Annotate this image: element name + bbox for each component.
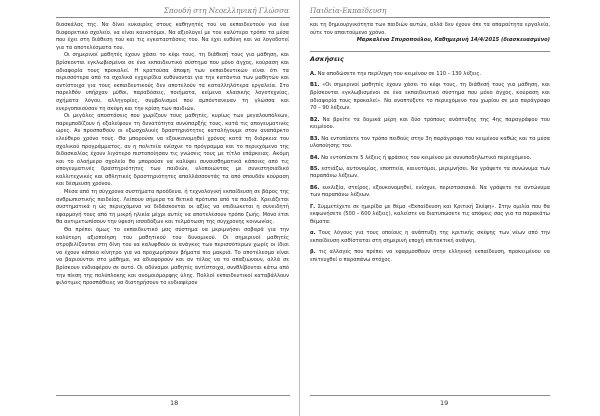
exercise-label: Γ. xyxy=(310,203,316,210)
exercise-label: B6. xyxy=(310,184,320,191)
right-page xyxy=(300,0,600,416)
exercise-label: B1. xyxy=(310,82,320,89)
exercise-label: B4. xyxy=(310,154,320,161)
header-rule xyxy=(310,17,550,18)
exercise-text: τις αλλαγές που πρέπει να εφαρμοσθούν στην ελληνική εκπαίδευση, προκειμένου να επιτευχθεί ο παραπάνω στόχος. xyxy=(310,249,550,264)
left-page-body xyxy=(56,22,289,288)
header-rule xyxy=(56,17,290,18)
exercise-item xyxy=(310,204,550,227)
exercise-text: ευελιξία, στείρος, εξουκονομηθεί, ενίσχυε, περιστασιακά. Να γράψετε τα αντώνυμα των παραπάνω λέξεων. xyxy=(310,184,550,199)
exercise-item xyxy=(310,136,550,151)
exercise-label: β. xyxy=(310,249,316,256)
paragraph: Μέσα από τη σύγχρονα συστήματα προόδευα, ή τεχνολογική εκπαίδευση σε βάρος της ανθρωπιστικής παιδείας. Λείπουν σήμερα τα θετικά πρότυπα από τα παιδιά. Χρειάζεται συστηματικά η ώς περιεχόμενα να διδάσκονται οι αξίες να επιδιώκεται η συνειδητή εφαρμογή τους από τη μικρή ηλικία μέχρι αυτές να αποτελέσουν τρόπο ζωής. Μόνο έτσι θα αντιμετωπίσουν την ύφεση ισσοδόξων και τελμάτωση της σύγχρονης κοινωνίας. xyxy=(56,189,289,226)
section-rule xyxy=(310,51,550,52)
exercise-item xyxy=(310,230,550,245)
left-page-header: Σπουδή στη Νεοελληνική Γλώσσα xyxy=(163,6,289,15)
exercise-text: «Οι σημερινοί μαθητές έχουν χάσει το κέφι τους, τη διάθεσή τους για μάθηση, και βρίσκονται εγκλωβισμένοι σε ένα εκπαιδευτικό σύστημα που μόνο άγχος, κούραση και αδιαφορία τους προκαλεί». Να αναπτύξετε το περιεχόμενο του χωρίου σε μια παράγραφο 70 – 90 λέξεων. xyxy=(310,82,550,112)
exercise-text: Να αποδώσετε την περίληψη του κειμένου σε 110 – 130 λέξεις. xyxy=(316,70,482,77)
exercise-text: Να εντοπίσετε 5 λέξεις ή φράσεις του κειμένου με συνυποδηλωτικό περιεχόμενο. xyxy=(319,154,532,161)
right-page-header: Παιδεία-Εκπαίδευση xyxy=(310,6,387,15)
paragraph: Θα πρέπει όμως το εκπαιδευτικό μας σύστημα να μεριμνήσει σοβαρά για την καλύτερη αξιοποίηση του μαθητικού του δυναμικού. Οι σημερινοί μαθητές στροβιλίζονται στη δίνη του να καλυφθούν οι ανάγκες των περισσότερων χωρίς οι ίδιοι να έχουν κάποιο κίνητρο για να προχωρήσουν βήματα πιο μακριά. Το αποτέλεσμα είναι να βαριούνται στο μάθημα, να αδιαφορούν και αν τέλος να το απαξιώνουν, αλλά σε βρίσκουν ενδιαφέρον σε αυτό. Οι αδύναμοι μαθητές αντίστοιχα, συνθλίβονται κάτω από την πίεση της πολύπλοκης και ανομοιόμορφης ύλης. Πολλοί εκπαιδευτικοί καταβάλλουν φιλότιμες προσπάθειες να διατηρήσουν το ενδιαφέρον xyxy=(56,227,289,287)
paragraph: Οι μεγάλες αποστάσεις που χωρίζουν τους μαθητές, κυρίως των μεγαλουπόλεων, παρεμποδίζουν ή εξαλείφουν τη δυνατότητα συνύπαρξής τους, κατά τις απογευματινές ώρες. Αν προσπαθούν οι εξωσχολικές δραστηριότητες καταλήγουμε στον αναπάρκτο ελεύθερο χρόνο τους. Θα μπορούσε να εξουκονομηθεί χρόνος κατά τη διάρκεια του σχολικού προγράμματος, αν η πολιτεία ενίσχυε το πρόγραμμα και το περιεχόμενο της διδασκαλίας έχουν λιγότερο πιστοποίησαν τις γνώσεις τους με τίτλο επάρκειας. Ακόμη και το ολοήμερο σχολείο θα μπορούσε να καλύψει συναισθηματικά κάποιες από τις απογευματινές δραστηριότητες των παιδιών, υλοποιώντας με συνεστησιαδικό καλλιτεχνικές και αθλητικές δραστηριότητες απαλλάσσοντάς τα από σπουδάν κούραση και δέσμευση χρόνου. xyxy=(56,113,289,188)
exercise-label: α. xyxy=(310,230,316,237)
exercise-item xyxy=(310,71,550,79)
paragraph: και τη δημιουργικότητα των παιδιών αυτών, αλλά δεν έχουν όπε τα απαραίτητα εργαλεία, ούτε τον απαιτούμενο χρόνο. xyxy=(310,22,550,36)
exercise-text: Να βρείτε τα δομικά μέρη και δύο τρόπους ανάπτυξης της 4ης παραγράφου του κειμένου. xyxy=(310,116,550,131)
exercise-label: A. xyxy=(310,70,317,77)
page-number: 19 xyxy=(440,399,449,407)
exercise-text: Να εντοπίσετε τον τρόπο πειθούς στην 3η παράγραφο του κειμένου καθώς και τα μέσα υλοποίησης του. xyxy=(310,135,550,150)
exercise-item xyxy=(310,166,550,181)
exercise-text: Συμμετέχετε σε ημερίδα με θέμα «Εκπαίδευση και Κριτική Σκέψη». Στην ομιλία που θα εκφωνήσετε (500 – 600 λέξεις), καλείστε να διατυπώσετε τις απόψεις σας για τα παρακάτω θέματα: xyxy=(310,203,550,226)
section-title: Ασκήσεις xyxy=(310,54,344,63)
exercise-item xyxy=(310,117,550,132)
exercise-text: εστιάζω, αυτονομίας, εποπτεία, καινοτόμοι, μεριμνήσει. Να γράψετε τα συνώνυμα των παραπάνω λέξεων. xyxy=(310,165,550,180)
paragraph: διασκάλας της. Να δίνει ευκαιρίες στους καθηγητές του να εκπαιδευτούν για ένα διαφορετικό σχολείο, να είναι καινοτόμοι. Να αξιολογεί με τον καλύτερο τρόπο τα μέσα που έχει στη διάθεση του και τις εγκαταστάσεις του. Να έχει ευθύνη και να λογοδοτεί για τα αποτελέσματα του. xyxy=(56,22,289,51)
exercise-item xyxy=(310,82,550,112)
exercise-item xyxy=(310,155,550,163)
exercise-item xyxy=(310,249,550,264)
exercise-list xyxy=(310,71,550,265)
exercise-item xyxy=(310,185,550,200)
footer-rule xyxy=(56,395,290,396)
exercise-label: B3. xyxy=(310,135,320,142)
source-signature: Μαρκαλένα Σπυροπούλου, Καθημερινή 14/4/2015 (διασκευασμένο) xyxy=(356,37,550,44)
exercise-label: B2. xyxy=(310,116,320,123)
exercise-label: B5. xyxy=(310,165,320,172)
right-page-body xyxy=(310,22,550,268)
exercise-text: Τους λόγους για τους οποίους η ανάπτυξη της κριτικής σκέψης των νέων από την εκπαίδευση καθίσταται στη σημερινή εποχή επιτακτική ανάγκη, xyxy=(310,230,550,245)
page-number: 18 xyxy=(170,399,179,407)
paragraph: Οι σημερινοί μαθητές έχουν χάσει το κέφι τους, τη διάθεσή τους για μάθηση, και βρίσκονται εγκλωβισμένοι σε ένα εκπαιδευτικό σύστημα που μόνο άγχος, κούραση και αδιαφορία τους προκαλεί. Η κρατούσα άποψη των εκπαιδευτικών είναι ότι τα περισσότερα από τα σχολικά εγχειρίδια ευθύνονται για την κατάντια των μαθητών και αντίστοιχα για τους εκπαιδευτικούς δεν αποτελούν τα καταλληλότερα εργαλεία. Στο παρελθόν υπήρχαν μύθοι, παραδόσεις, ποιήματα, κείμενα κλασικής λογοτεχνίας, σχήματα λόγου, αλληγορίες, συμβολισμοί που αμπόντανευαν τη γλώσσα και ενεργοποιούσαν τη σκέψη και την κρίση των παιδιών. xyxy=(56,52,289,112)
footer-rule xyxy=(310,395,550,396)
